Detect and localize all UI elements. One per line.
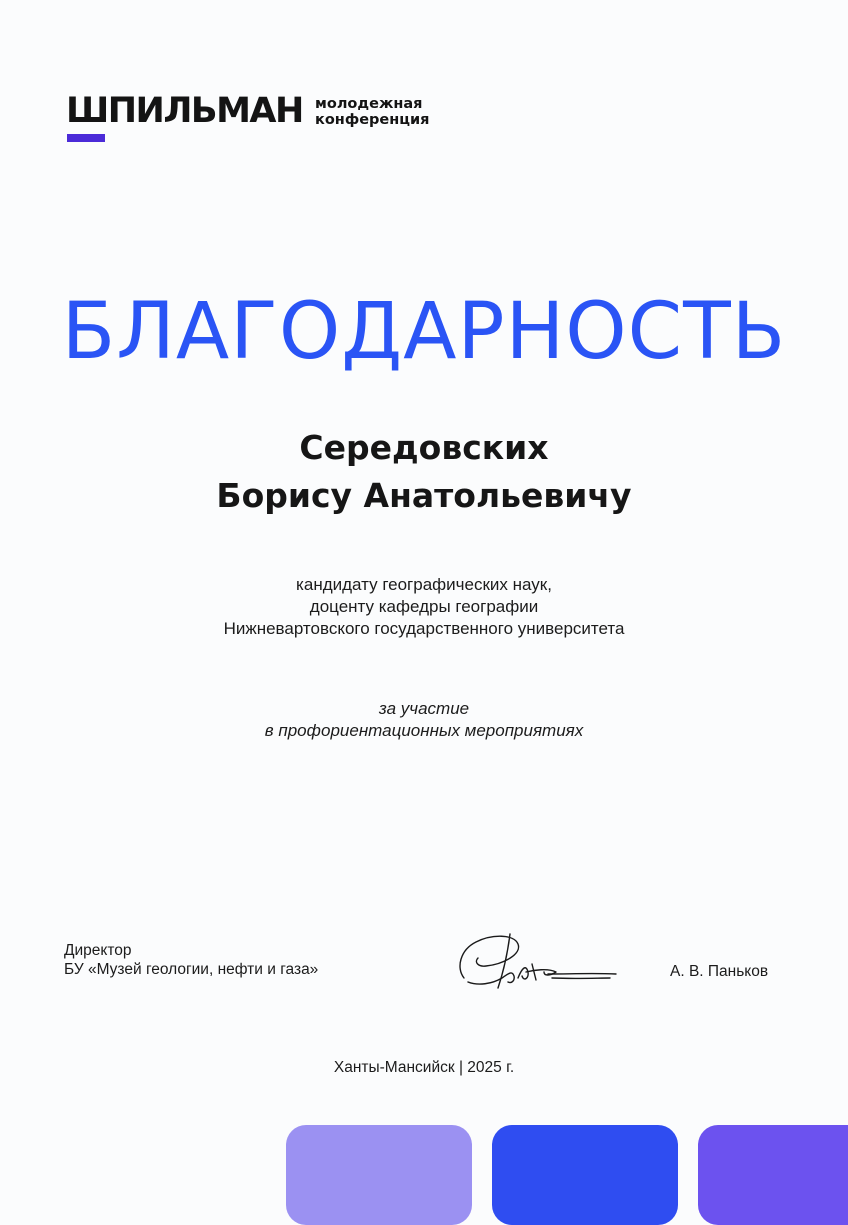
logo-subtitle-line2: конференция — [315, 112, 430, 128]
decorative-block-lavender — [286, 1125, 472, 1225]
signer-role-line2: БУ «Музей геологии, нефти и газа» — [64, 961, 319, 978]
position-line: доценту кафедры географии — [309, 597, 539, 616]
signer-name: А. В. Паньков — [670, 963, 769, 980]
reason-line: в профориентационных мероприятиях — [264, 721, 584, 740]
handwritten-signature — [452, 928, 622, 994]
position-line: Нижневартовского государственного университета — [223, 619, 625, 638]
award-reason — [0, 698, 848, 742]
logo-accent-bar — [67, 134, 105, 142]
signer-role-line1: Директор — [64, 942, 132, 959]
logo-subtitle-line1: молодежная — [315, 96, 423, 112]
reason-line: за участие — [378, 699, 470, 718]
signer-role — [64, 941, 318, 979]
place-and-year: Ханты-Мансийск | 2025 г. — [333, 1059, 515, 1076]
recipient-surname: Середовских — [299, 428, 549, 467]
decorative-block-violet — [698, 1125, 848, 1225]
decorative-block-blue — [492, 1125, 678, 1225]
recipient-position — [0, 574, 848, 640]
recipient-given-names: Борису Анатольевичу — [216, 476, 632, 515]
document-title: БЛАГОДАРНОСТЬ — [61, 287, 787, 377]
logo-wordmark: ШПИЛЬМАН — [66, 91, 303, 131]
recipient-name — [0, 424, 848, 520]
logo-subtitle — [315, 96, 430, 128]
position-line: кандидату географических наук, — [296, 575, 552, 594]
